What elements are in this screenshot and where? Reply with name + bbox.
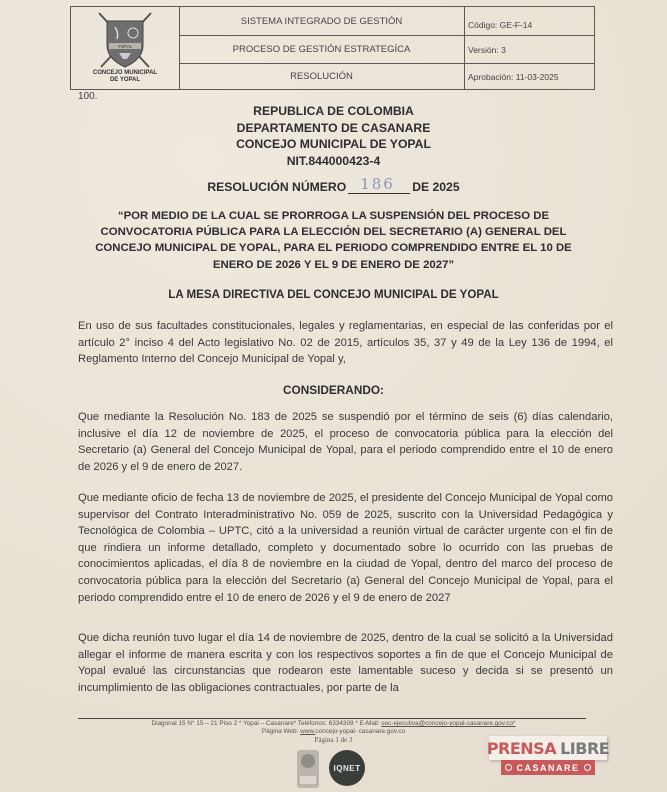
issuer-entity: CONCEJO MUNICIPAL DE YOPAL [236, 137, 431, 151]
watermark-ring-icon [584, 764, 591, 771]
footer-email-link[interactable]: sec-ejecutiva@concejo-yopal-casanare.gov.co* [381, 720, 516, 727]
intro-paragraph: En uso de sus facultades constitucionales, legales y reglamentarias, en especial de las conferidas por el artículo 2° inciso 4 del Acto legislativo No. 02 de 2015, artículos 35, 37 y 49 de la Ley 136 de 1994, el Reglamento Interno del Concejo Municipal de Yopal y, [78, 320, 613, 366]
issuer-nit: NIT.844000423-4 [286, 153, 381, 168]
header-code: Código: GE-F-14 [464, 7, 594, 36]
concejo-shield-logo [95, 11, 155, 69]
footer-contact-line [0, 720, 667, 728]
logo-caption-line1: CONCEJO MUNICIPAL [92, 70, 158, 76]
resolution-prefix: RESOLUCIÓN NÚMERO [207, 180, 347, 194]
logo-caption [71, 70, 179, 84]
header-approval-date: Aprobación: 11-03-2025 [468, 71, 559, 82]
watermark-casanare: CASANARE [516, 762, 580, 773]
authority-heading: LA MESA DIRECTIVA DEL CONCEJO MUNICIPAL DE YOPAL [168, 288, 499, 301]
title-line: CONVOCATORIA PÚBLICA PARA LA ELECCIÓN DEL SECRETARIO (A) GENERAL DEL [100, 226, 567, 239]
margin-note: 100. [78, 91, 98, 102]
prensa-libre-watermark [486, 736, 610, 775]
considerando-heading: CONSIDERANDO: [283, 383, 384, 397]
logo-cell [71, 7, 180, 89]
document-header-table [70, 6, 595, 90]
iqnet-certification-badge [329, 750, 365, 786]
issuer-department: DEPARTAMENTO DE CASANARE [236, 120, 431, 135]
header-center-column [179, 7, 465, 89]
considerando-paragraph-1: Que mediante la Resolución No. 183 de 2025 se suspendió por el término de seis (6) días calendario, inclusive el día 12 de noviembre de 2025, el proceso de convocatoria pública para la elección del Secretario (a) General del Concejo Municipal de Yopal, para el periodo comprendido entre el 10 de enero de 2026 y el 9 de enero de 2027. [78, 411, 613, 473]
resolution-number-line [0, 175, 667, 194]
icontec-certification-icon [297, 750, 319, 788]
footer-web-domain: concejo-yopal- casanare.gov.co [315, 728, 406, 735]
considerando-paragraph-2: Que mediante oficio de fecha 13 de noviembre de 2025, el presidente del Concejo Municipal de Yopal como supervisor del Contrato Interadministrativo No. 059 de 2025, suscrito con la Universidad Pedagógica y Tecnológica de Colombia – UPTC, citó a la universidad a reunión virtual de carácter urgente con el fin de que rindiera un informe detallado, completo y documentado sobre lo ocurrido con las pruebas de conocimientos aplicadas, el día 8 de noviembre en la ciudad de Yopal, dentro del marco del proceso de convocatoria pública para la elección del Secretario (a) General del Concejo Municipal de Yopal, para el periodo comprendido entre el 10 de enero de 2026 y el 9 de enero de 2027 [78, 492, 613, 604]
watermark-word-libre: LIBRE [560, 738, 610, 758]
watermark-word-prensa: PRENSA [486, 738, 557, 758]
watermark-subtitle [501, 760, 595, 775]
page-number: Página 1 de 3 [314, 736, 353, 744]
handwritten-resolution-number: 186 [360, 175, 395, 193]
resolution-number-blank [348, 175, 410, 194]
header-version: Versión: 3 [464, 36, 594, 64]
footer-address: Diagonal 15 N° 15 – 21 Piso 2 * Yopal – Casanare* Teléfonos: 6334309 * E-Mail: [151, 720, 382, 727]
issuer-block [0, 103, 667, 169]
watermark-title [486, 736, 610, 760]
header-system-name: SISTEMA INTEGRADO DE GESTIÓN [179, 7, 464, 36]
issuer-country: REPUBLICA DE COLOMBIA [253, 104, 414, 118]
considerando-paragraph-3: Que dicha reunión tuvo lugar el día 14 de noviembre de 2025, dentro de la cual se solicitó a la Universidad allegar el informe de manera escrita y con los respectivos soportes a fin de que el Concejo Municipal de Yopal evalué las circunstancias que rodearon este lamentable suceso y decida si se presentó un incumplimiento de las obligaciones contractuales, por parte de la [78, 632, 613, 694]
resolution-title [0, 208, 667, 273]
shield-banner-text: YOPAL [117, 44, 133, 49]
header-document-type: RESOLUCIÓN [290, 71, 353, 82]
iqnet-label: IQNET [333, 763, 361, 773]
title-line: “POR MEDIO DE LA CUAL SE PRORROGA LA SUSPENSIÓN DEL PROCESO DE [117, 210, 550, 222]
footer-web-line [0, 728, 667, 736]
header-process-name: PROCESO DE GESTIÓN ESTRATEGÍCA [179, 36, 464, 64]
resolution-suffix: DE 2025 [412, 180, 460, 194]
watermark-ring-icon [505, 764, 512, 771]
logo-caption-line2: DE YOPAL [109, 77, 141, 83]
footer-divider [78, 718, 586, 719]
header-right-column [464, 7, 594, 89]
footer-web-link[interactable]: www. [300, 728, 316, 735]
footer-web-label: Página Web: [261, 728, 301, 735]
title-line: CONCEJO MUNICIPAL DE YOPAL, PARA EL PERIODO COMPRENDIDO ENTRE EL 10 DE [95, 242, 572, 255]
title-line: ENERO DE 2026 Y EL 9 DE ENERO DE 2027” [212, 258, 455, 271]
